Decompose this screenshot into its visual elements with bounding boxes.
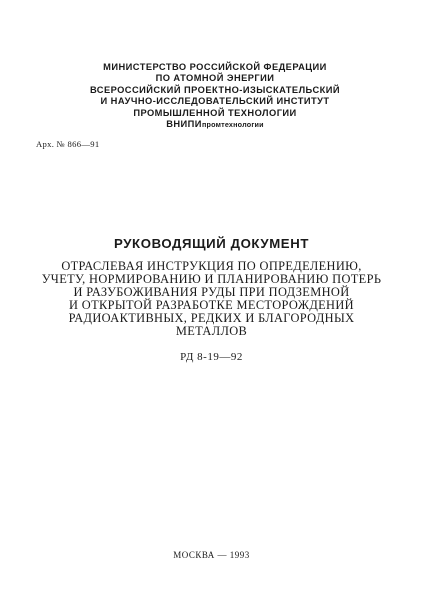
archive-number: Арх. № 866—91 xyxy=(36,139,100,149)
title-line: УЧЕТУ, НОРМИРОВАНИЮ И ПЛАНИРОВАНИЮ ПОТЕРЬ xyxy=(41,272,382,287)
issuing-organization-header xyxy=(40,62,390,130)
title-line: ОТРАСЛЕВАЯ ИНСТРУКЦИЯ ПО ОПРЕДЕЛЕНИЮ, xyxy=(61,259,362,273)
header-line-institute-type: ВСЕРОССИЙСКИЙ ПРОЕКТНО-ИЗЫСКАТЕЛЬСКИЙ xyxy=(89,84,341,95)
header-line-industrial-technology: ПРОМЫШЛЕННОЙ ТЕХНОЛОГИИ xyxy=(133,107,297,118)
header-line-ministry: МИНИСТЕРСТВО РОССИЙСКОЙ ФЕДЕРАЦИИ xyxy=(103,62,327,72)
document-code: РД 8-19—92 xyxy=(180,351,243,363)
institute-short-name-suffix: промтехнологии xyxy=(201,120,264,130)
document-type-heading: РУКОВОДЯЩИЙ ДОКУМЕНТ xyxy=(114,236,309,251)
institute-short-name xyxy=(40,119,390,130)
title-line: МЕТАЛЛОВ xyxy=(175,324,248,339)
institute-short-name-prefix: ВНИПИ xyxy=(166,119,202,130)
title-line: И РАЗУБОЖИВАНИЯ РУДЫ ПРИ ПОДЗЕМНОЙ xyxy=(73,285,350,300)
header-line-atomic-energy: ПО АТОМНОЙ ЭНЕРГИИ xyxy=(155,73,275,84)
document-title xyxy=(0,260,423,339)
title-line: И ОТКРЫТОЙ РАЗРАБОТКЕ МЕСТОРОЖДЕНИЙ xyxy=(69,298,354,313)
header-line-research-institute: И НАУЧНО-ИССЛЕДОВАТЕЛЬСКИЙ ИНСТИТУТ xyxy=(100,96,330,107)
publication-imprint: МОСКВА — 1993 xyxy=(173,550,250,560)
title-line: РАДИОАКТИВНЫХ, РЕДКИХ И БЛАГОРОДНЫХ xyxy=(68,311,355,326)
